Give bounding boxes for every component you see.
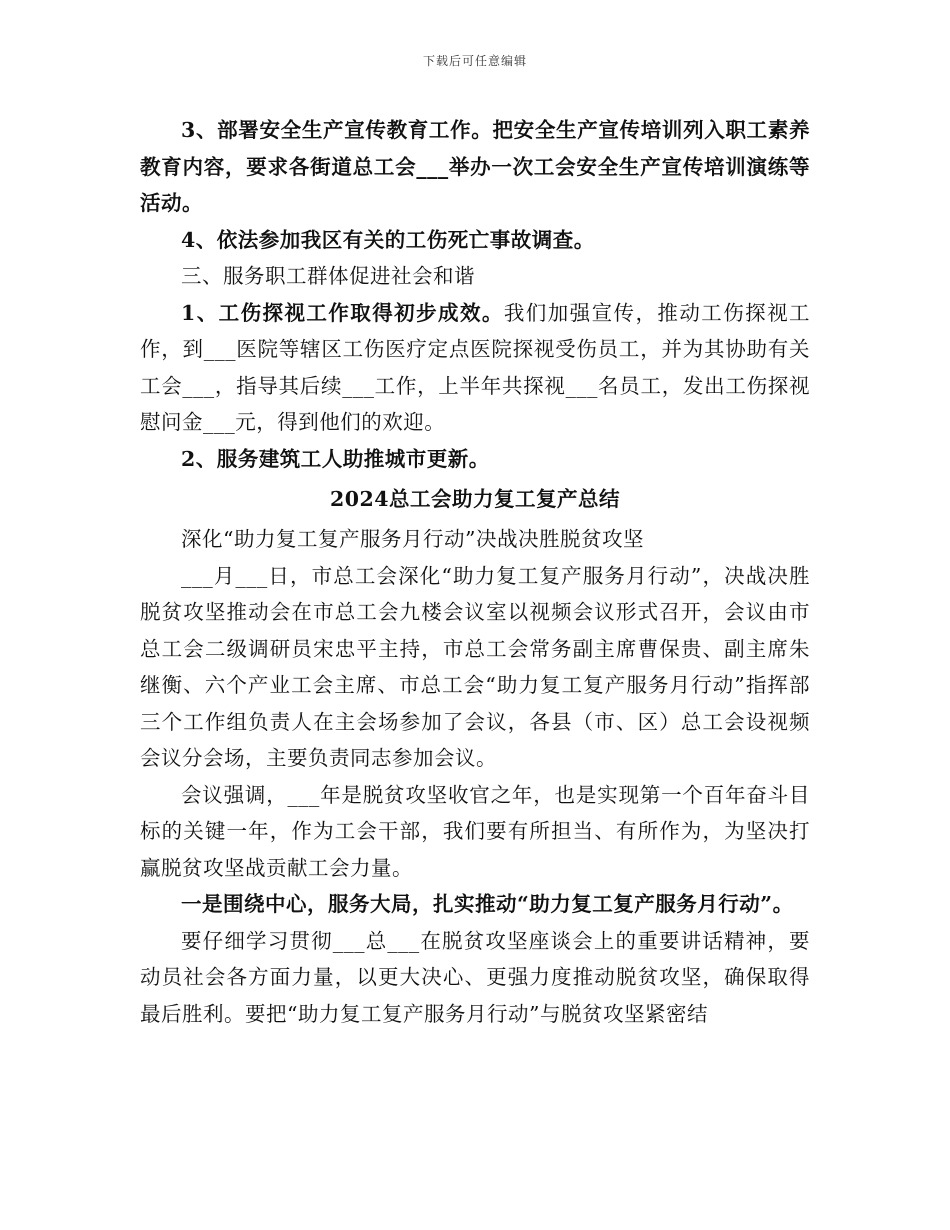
document-body xyxy=(140,112,810,1032)
paragraph-construction-workers: 2、服务建筑工人助推城市更新。 xyxy=(181,446,490,471)
paragraph-accident-investigation: 4、依法参加我区有关的工伤死亡事故调查。 xyxy=(181,227,595,252)
paragraph-safety-education: 3、部署安全生产宣传教育工作。把安全生产宣传培训列入职工素养教育内容，要求各街道总工会___举办一次工会安全生产宣传培训演练等活动。 xyxy=(140,118,810,215)
subtitle-service-month: 深化“助力复工复产服务月行动”决战决胜脱贫攻坚 xyxy=(181,527,644,551)
paragraph-injury-visits-body: 我们加强宣传，推动工伤探视工作，到___医院等辖区工伤医疗定点医院探视受伤员工，并为其协助有关工会___，指导其后续___工作，上半年共探视___名员工，发出工伤探视慰问金___元，得到他们的欢迎。 xyxy=(140,300,811,434)
paragraph-injury-visits-lead: 1、工伤探视工作取得初步成效。 xyxy=(181,300,504,325)
paragraph-meeting-details: ___月___日，市总工会深化“助力复工复产服务月行动”，决战决胜脱贫攻坚推动会在市总工会九楼会议室以视频会议形式召开，会议由市总工会二级调研员宋忠平主持，市总工会常务副主席曹保贵、副主席朱继衡、六个产业工会主席、市总工会“助力复工复产服务月行动”指挥部三个工作组负责人在主会场参加了会议，各县（市、区）总工会设视频会议分会场，主要负责同志参加会议。 xyxy=(140,563,810,770)
paragraph-study-spirit: 要仔细学习贯彻___总___在脱贫攻坚座谈会上的重要讲话精神，要动员社会各方面力量，以更大决心、更强力度推动脱贫攻坚，确保取得最后胜利。要把“助力复工复产服务月行动”与脱贫攻坚紧密结 xyxy=(140,928,810,1026)
paragraph-injury-visits xyxy=(140,295,810,441)
document-title: 2024总工会助力复工复产总结 xyxy=(329,487,621,511)
page-header: 下载后可任意编辑 xyxy=(422,54,527,68)
paragraph-meeting-emphasis: 会议强调，___年是脱贫攻坚收官之年，也是实现第一个百年奋斗目标的关键一年，作为工会干部，我们要有所担当、有所作为，为坚决打赢脱贫攻坚战贡献工会力量。 xyxy=(140,782,810,880)
section-heading-serve-workers: 三、服务职工群体促进社会和谐 xyxy=(181,264,475,288)
paragraph-point-one: 一是围绕中心，服务大局，扎实推动“助力复工复产服务月行动”。 xyxy=(181,892,794,916)
